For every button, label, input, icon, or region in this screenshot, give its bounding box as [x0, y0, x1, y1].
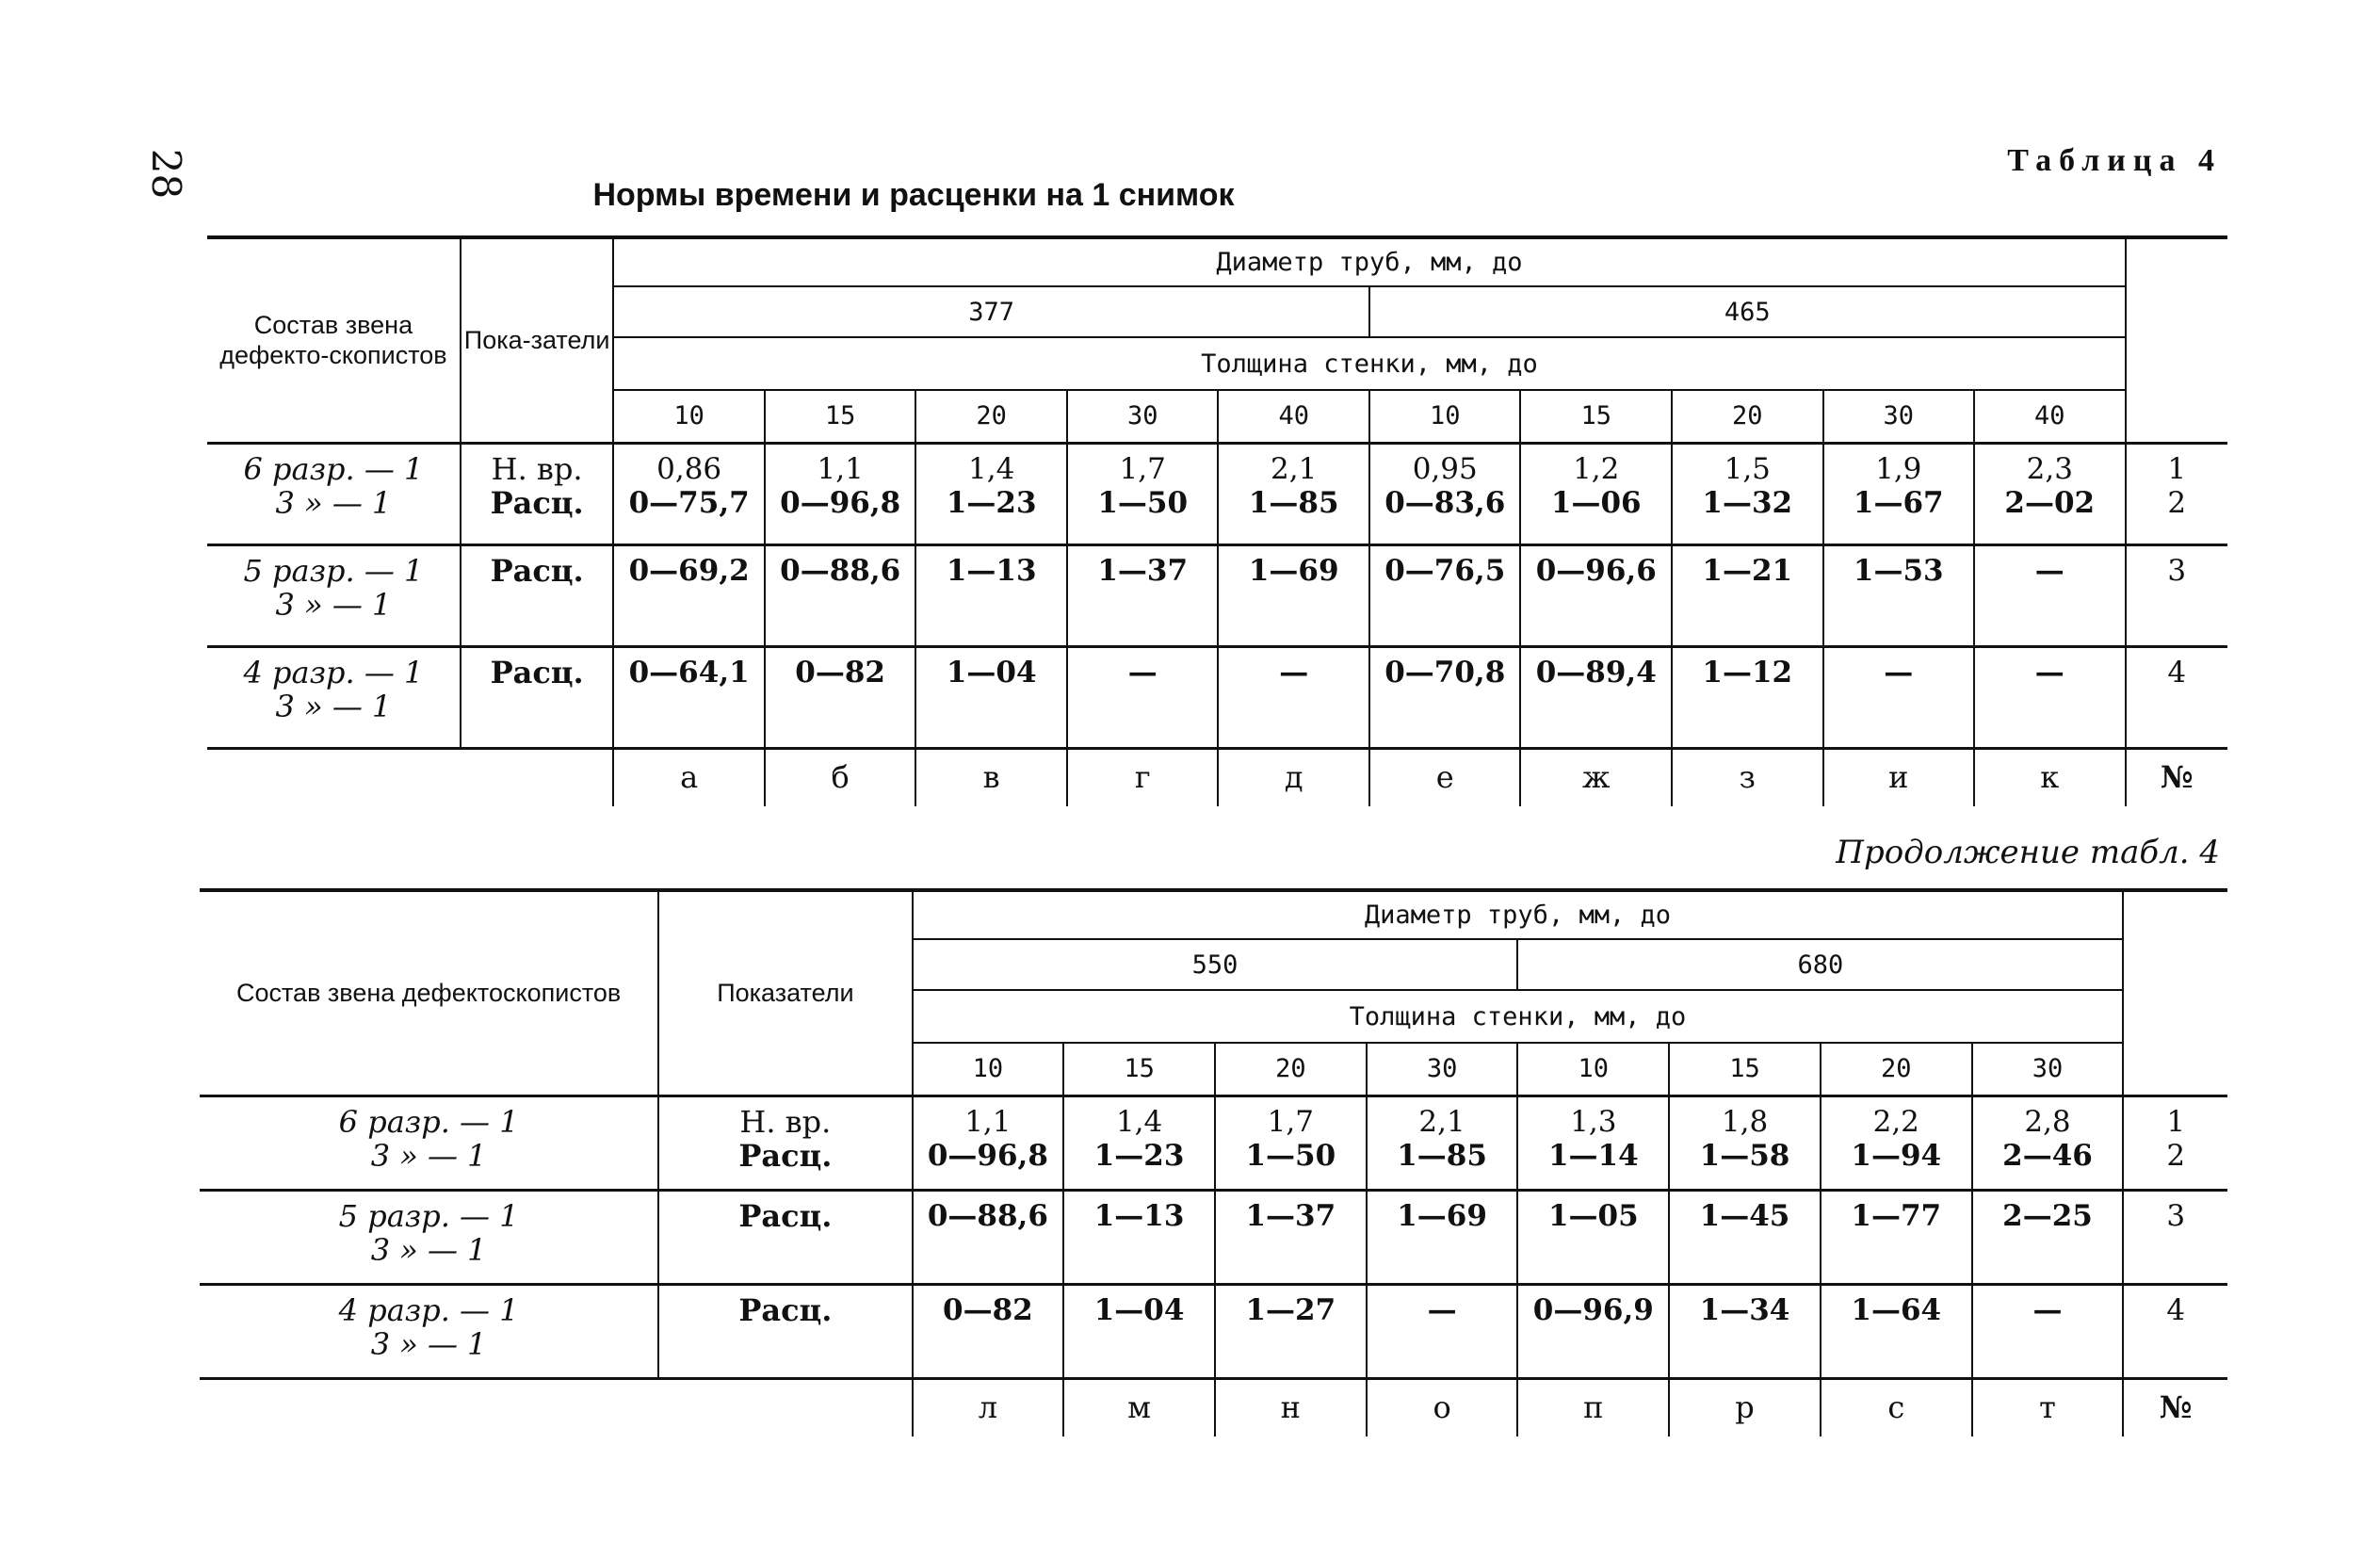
norm-time: 1,1 — [964, 1104, 1012, 1139]
sostav-line-1: 6 разр. — 1 — [338, 1103, 519, 1140]
value-cell — [1369, 544, 1521, 646]
value-cell — [1672, 646, 1823, 748]
value-cell — [1520, 443, 1672, 544]
value-cell — [1367, 1190, 1518, 1284]
table-label: Таблица 4 — [2007, 143, 2222, 178]
value-cell — [1974, 544, 2126, 646]
sostav-cell — [200, 1095, 658, 1190]
column-letter: о — [1367, 1378, 1518, 1436]
pokazateli-cell — [461, 443, 614, 544]
norm-time: 2,1 — [1271, 451, 1318, 486]
row-number-cell — [2126, 443, 2227, 544]
column-letter: з — [1672, 748, 1823, 806]
norm-time: 1,8 — [1721, 1104, 1769, 1139]
value-cell — [1067, 646, 1219, 748]
value-cell — [1063, 1284, 1215, 1378]
value-cell — [1972, 1095, 2124, 1190]
rate: — — [2034, 655, 2064, 690]
header-num-blank — [2126, 237, 2227, 443]
rate: 1—04 — [1093, 1292, 1185, 1327]
value-cell — [1063, 1190, 1215, 1284]
header-sostav: Состав звена дефекто-скопистов — [207, 237, 461, 443]
rate: 1—67 — [1853, 485, 1944, 520]
rate: — — [1427, 1292, 1457, 1327]
value-cell — [1821, 1190, 1972, 1284]
rate: 0—96,8 — [780, 485, 901, 520]
pokazatel-1: Н. вр. — [491, 450, 583, 487]
value-cell — [913, 1190, 1064, 1284]
column-letter: а — [613, 748, 765, 806]
row-number: 3 — [2167, 553, 2187, 588]
rate: 1—69 — [1248, 553, 1339, 588]
sostav-line-1: 4 разр. — 1 — [338, 1291, 519, 1328]
value-cell — [1367, 1284, 1518, 1378]
column-letter: с — [1821, 1378, 1972, 1436]
header-thickness: Толщина стенки, мм, до — [613, 337, 2125, 390]
column-letter: к — [1974, 748, 2126, 806]
norm-time: 1,5 — [1724, 451, 1771, 486]
sostav-line-2: 3 » — 1 — [370, 1231, 487, 1268]
pokazatel-1: Расц. — [490, 552, 584, 589]
value-cell — [1067, 443, 1219, 544]
rate: 2—02 — [2004, 485, 2096, 520]
value-cell — [1520, 544, 1672, 646]
value-cell — [915, 443, 1067, 544]
rate: 0—69,2 — [628, 553, 750, 588]
row-number-cell — [2123, 1190, 2227, 1284]
row-number: 1 — [2166, 1104, 2186, 1139]
column-letter: в — [915, 748, 1067, 806]
norm-time: 1,1 — [817, 451, 864, 486]
sostav-line-2: 3 » — 1 — [370, 1137, 487, 1174]
rate: 1—69 — [1397, 1198, 1487, 1233]
value-cell — [613, 646, 765, 748]
rate: 1—21 — [1702, 553, 1793, 588]
row-number-cell — [2126, 646, 2227, 748]
rate: 1—37 — [1245, 1198, 1336, 1233]
rate: 0—96,6 — [1535, 553, 1657, 588]
column-letter: б — [765, 748, 916, 806]
rate: 1—37 — [1097, 553, 1189, 588]
thickness-cell: 30 — [1823, 390, 1975, 443]
rate: 0—75,7 — [628, 485, 750, 520]
thickness-cell: 30 — [1067, 390, 1219, 443]
rate: 0—70,8 — [1384, 655, 1506, 690]
header-num-blank — [2123, 890, 2227, 1095]
rate: 1—53 — [1853, 553, 1944, 588]
value-cell — [765, 646, 916, 748]
norm-time: 2,2 — [1872, 1104, 1919, 1139]
rate: 1—27 — [1245, 1292, 1336, 1327]
value-cell — [1517, 1190, 1669, 1284]
thickness-cell: 10 — [613, 390, 765, 443]
pokazatel-1: Н. вр. — [739, 1103, 832, 1140]
rate: 1—13 — [1093, 1198, 1185, 1233]
norm-time: 1,7 — [1119, 451, 1166, 486]
row-number: 4 — [2166, 1292, 2186, 1327]
value-cell — [1821, 1284, 1972, 1378]
pokazateli-cell — [461, 646, 614, 748]
diameter-680: 680 — [1517, 939, 2123, 990]
value-cell — [1972, 1190, 2124, 1284]
sostav-cell — [207, 646, 461, 748]
header-pokazateli: Пока-затели — [461, 237, 614, 443]
thickness-cell: 40 — [1218, 390, 1369, 443]
rate: 1—77 — [1851, 1198, 1942, 1233]
row-number-cell — [2126, 544, 2227, 646]
rate: 1—64 — [1851, 1292, 1942, 1327]
thickness-cell: 15 — [1063, 1043, 1215, 1095]
thickness-cell: 30 — [1972, 1043, 2124, 1095]
value-cell — [765, 443, 916, 544]
rate: 1—23 — [946, 485, 1037, 520]
blank-cell — [200, 1378, 658, 1436]
thickness-cell: 20 — [1821, 1043, 1972, 1095]
value-cell — [1974, 443, 2126, 544]
rate: 0—82 — [795, 655, 886, 690]
blank-cell — [207, 748, 461, 806]
thickness-cell: 15 — [1520, 390, 1672, 443]
column-letter: г — [1067, 748, 1219, 806]
rate: 1—06 — [1550, 485, 1642, 520]
thickness-cell: 20 — [1215, 1043, 1367, 1095]
column-letter: е — [1369, 748, 1521, 806]
row-number-cell — [2123, 1095, 2227, 1190]
norm-time: 0,95 — [1412, 451, 1478, 486]
rate: 1—85 — [1248, 485, 1339, 520]
norm-time: 1,3 — [1570, 1104, 1617, 1139]
row-number: 2 — [2167, 485, 2187, 520]
rate: 1—34 — [1699, 1292, 1790, 1327]
value-cell — [1215, 1190, 1367, 1284]
diameter-465: 465 — [1369, 286, 2126, 337]
header-sostav: Состав звена дефектоскопистов — [200, 890, 658, 1095]
number-label: № — [2126, 748, 2227, 806]
rate: 0—64,1 — [628, 655, 750, 690]
value-cell — [613, 443, 765, 544]
value-cell — [915, 646, 1067, 748]
rate: 1—45 — [1699, 1198, 1790, 1233]
rate: 0—96,8 — [927, 1138, 1048, 1173]
row-number: 4 — [2167, 655, 2187, 690]
column-letter: ж — [1520, 748, 1672, 806]
pokazatel-2: Расц. — [490, 484, 584, 521]
value-cell — [913, 1095, 1064, 1190]
rate: 1—12 — [1702, 655, 1793, 690]
rate: 1—13 — [946, 553, 1037, 588]
header-thickness: Толщина стенки, мм, до — [913, 990, 2124, 1043]
value-cell — [1367, 1095, 1518, 1190]
value-cell — [1974, 646, 2126, 748]
sostav-line-2: 3 » — 1 — [370, 1325, 487, 1362]
row-number: 2 — [2166, 1138, 2186, 1173]
thickness-cell: 15 — [765, 390, 916, 443]
continued-label: Продолжение табл. 4 — [1836, 834, 2220, 871]
column-letter: л — [913, 1378, 1064, 1436]
pokazatel-1: Расц. — [490, 654, 584, 690]
sostav-line-2: 3 » — 1 — [275, 586, 392, 623]
value-cell — [913, 1284, 1064, 1378]
header-diameter: Диаметр труб, мм, до — [913, 890, 2124, 939]
pokazatel-1: Расц. — [738, 1291, 833, 1328]
rate: 1—50 — [1245, 1138, 1336, 1173]
value-cell — [1972, 1284, 2124, 1378]
value-cell — [1369, 646, 1521, 748]
header-diameter: Диаметр труб, мм, до — [613, 237, 2125, 286]
sostav-cell — [207, 443, 461, 544]
value-cell — [1823, 646, 1975, 748]
norm-time: 1,4 — [1115, 1104, 1163, 1139]
row-number: 3 — [2166, 1198, 2186, 1233]
value-cell — [1672, 544, 1823, 646]
value-cell — [1215, 1095, 1367, 1190]
value-cell — [1669, 1190, 1821, 1284]
pokazateli-cell — [658, 1095, 912, 1190]
value-cell — [765, 544, 916, 646]
pokazatel-1: Расц. — [738, 1197, 833, 1234]
sostav-line-1: 6 разр. — 1 — [243, 450, 424, 487]
rate: 1—85 — [1397, 1138, 1487, 1173]
row-number: 1 — [2167, 451, 2187, 486]
rate: 0—82 — [943, 1292, 1033, 1327]
rate: 1—32 — [1702, 485, 1793, 520]
number-label: № — [2123, 1378, 2227, 1436]
blank-cell — [658, 1378, 912, 1436]
value-cell — [1218, 646, 1369, 748]
rate: 2—46 — [2002, 1138, 2093, 1173]
pokazateli-cell — [658, 1284, 912, 1378]
value-cell — [1218, 443, 1369, 544]
thickness-cell: 10 — [1517, 1043, 1669, 1095]
rate: 1—23 — [1093, 1138, 1185, 1173]
value-cell — [1520, 646, 1672, 748]
value-cell — [613, 544, 765, 646]
thickness-cell: 20 — [1672, 390, 1823, 443]
rate: 2—25 — [2002, 1198, 2093, 1233]
diameter-550: 550 — [913, 939, 1518, 990]
value-cell — [915, 544, 1067, 646]
rate: 1—50 — [1097, 485, 1189, 520]
column-letter: н — [1215, 1378, 1367, 1436]
pokazateli-cell — [658, 1190, 912, 1284]
sostav-line-1: 5 разр. — 1 — [338, 1197, 519, 1234]
rate: — — [2032, 1292, 2063, 1327]
value-cell — [1517, 1284, 1669, 1378]
sostav-line-2: 3 » — 1 — [275, 688, 392, 724]
norm-time: 2,8 — [2024, 1104, 2071, 1139]
sostav-line-1: 4 разр. — 1 — [243, 654, 424, 690]
norm-time: 2,1 — [1418, 1104, 1465, 1139]
rate: 0—83,6 — [1384, 485, 1506, 520]
column-letter: м — [1063, 1378, 1215, 1436]
column-letter: и — [1823, 748, 1975, 806]
column-letter: т — [1972, 1378, 2124, 1436]
thickness-cell: 10 — [1369, 390, 1521, 443]
norm-time: 1,2 — [1573, 451, 1620, 486]
sostav-line-1: 5 разр. — 1 — [243, 552, 424, 589]
rate: — — [1884, 655, 1914, 690]
row-number-cell — [2123, 1284, 2227, 1378]
value-cell — [1063, 1095, 1215, 1190]
rate: 0—96,9 — [1532, 1292, 1654, 1327]
value-cell — [1823, 544, 1975, 646]
column-letter: д — [1218, 748, 1369, 806]
norm-time: 1,7 — [1267, 1104, 1314, 1139]
rate: 1—14 — [1547, 1138, 1639, 1173]
value-cell — [1823, 443, 1975, 544]
value-cell — [1067, 544, 1219, 646]
thickness-cell: 30 — [1367, 1043, 1518, 1095]
pokazateli-cell — [461, 544, 614, 646]
value-cell — [1215, 1284, 1367, 1378]
value-cell — [1517, 1095, 1669, 1190]
rate: 1—05 — [1547, 1198, 1639, 1233]
norm-time: 1,4 — [968, 451, 1015, 486]
norm-time: 0,86 — [656, 451, 722, 486]
sostav-cell — [200, 1190, 658, 1284]
table-title: Нормы времени и расценки на 1 снимок — [592, 177, 1235, 213]
norms-table-2 — [200, 888, 2227, 1436]
rate: 0—88,6 — [927, 1198, 1048, 1233]
rate: 1—04 — [946, 655, 1037, 690]
thickness-cell: 20 — [915, 390, 1067, 443]
value-cell — [1369, 443, 1521, 544]
rate: 1—58 — [1699, 1138, 1790, 1173]
norm-time: 1,9 — [1875, 451, 1922, 486]
value-cell — [1218, 544, 1369, 646]
sostav-cell — [207, 544, 461, 646]
page-number: 28 — [143, 148, 190, 200]
thickness-cell: 15 — [1669, 1043, 1821, 1095]
header-pokazateli: Показатели — [658, 890, 912, 1095]
blank-cell — [461, 748, 614, 806]
column-letter: п — [1517, 1378, 1669, 1436]
thickness-cell: 10 — [913, 1043, 1064, 1095]
sostav-cell — [200, 1284, 658, 1378]
rate: — — [1279, 655, 1309, 690]
diameter-377: 377 — [613, 286, 1369, 337]
value-cell — [1669, 1095, 1821, 1190]
value-cell — [1669, 1284, 1821, 1378]
norms-table-1 — [207, 235, 2227, 806]
norm-time: 2,3 — [2026, 451, 2073, 486]
rate: 0—88,6 — [780, 553, 901, 588]
rate: 0—89,4 — [1535, 655, 1657, 690]
sostav-line-2: 3 » — 1 — [275, 484, 392, 521]
rate: — — [1127, 655, 1158, 690]
value-cell — [1672, 443, 1823, 544]
value-cell — [1821, 1095, 1972, 1190]
pokazatel-2: Расц. — [738, 1137, 833, 1174]
rate: 0—76,5 — [1384, 553, 1506, 588]
thickness-cell: 40 — [1974, 390, 2126, 443]
rate: — — [2034, 553, 2064, 588]
rate: 1—94 — [1851, 1138, 1942, 1173]
column-letter: р — [1669, 1378, 1821, 1436]
